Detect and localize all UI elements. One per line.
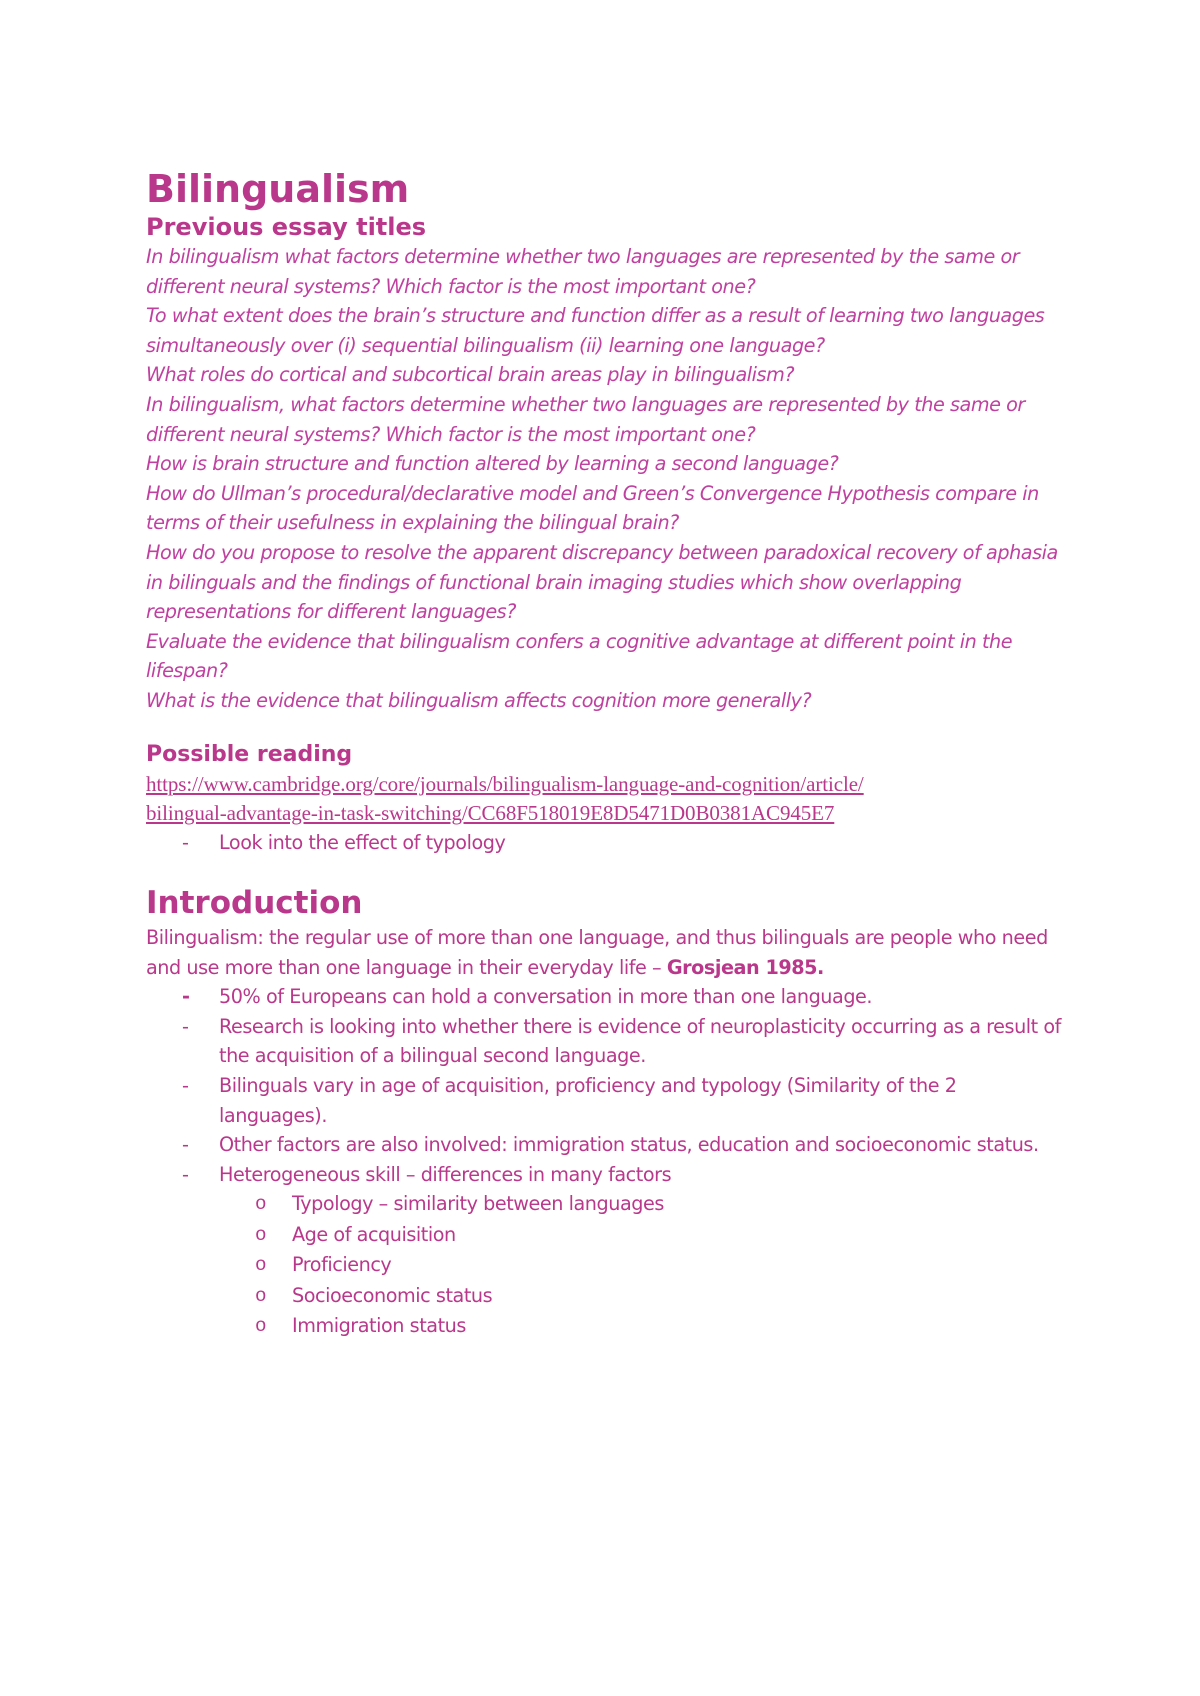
circle-bullet-icon: o [255,1315,267,1338]
sub-list-item [146,1189,1066,1219]
essay-title: What roles do cortical and subcortical brain areas play in bilingualism? [146,363,795,387]
dash-bullet-icon: - [182,985,190,1009]
essay-title: Evaluate the evidence that bilingualism confers a cognitive advantage at different point in the lifespan? [146,629,1013,683]
sub-list-item-text: Typology – similarity between languages [292,1192,664,1216]
possible-reading-heading: Possible reading [146,741,353,767]
dash-bullet-icon: - [182,1074,189,1098]
dash-bullet-icon: - [182,1014,189,1038]
list-item [146,1130,1066,1160]
previous-essays-heading: Previous essay titles [146,213,427,241]
essay-title: How do Ullman’s procedural/declarative model and Green’s Convergence Hypothesis compare in terms of their usefulness in explaining the bilingual brain? [146,481,1039,535]
dash-bullet-icon: - [182,1162,189,1186]
essay-titles-list [146,242,1066,716]
reading-link[interactable] [146,770,1066,828]
sub-list-item [146,1250,1066,1280]
reading-link-line-1: https://www.cambridge.org/core/journals/bilingualism-language-and-cognition/article/ [146,771,864,796]
list-item-text: Bilinguals vary in age of acquisition, proficiency and typology (Similarity of the 2 languages). [219,1074,957,1127]
circle-bullet-icon: o [255,1284,267,1307]
list-item [146,1071,1066,1130]
sub-list-item-text: Proficiency [292,1253,392,1277]
sub-list-item [146,1311,1066,1341]
definition-paragraph [146,923,1066,982]
sub-list-item-text: Immigration status [292,1314,466,1338]
list-item [146,982,1066,1012]
sub-list-item [146,1220,1066,1250]
essay-title: In bilingualism what factors determine whether two languages are represented by the same or different neural systems? Which factor is the most important one? [146,245,1020,298]
dash-bullet-icon: - [182,1133,189,1157]
sub-list-item [146,1281,1066,1311]
essay-title: What is the evidence that bilingualism affects cognition more generally? [146,688,812,712]
list-item [146,828,1066,858]
circle-bullet-icon: o [255,1223,267,1246]
essay-title: How do you propose to resolve the apparent discrepancy between paradoxical recovery of aphasia in bilinguals and the findings of functional brain imaging studies which show overlapping representations for different languages? [146,540,1058,624]
list-item [146,1012,1066,1071]
introduction-heading: Introduction [146,885,363,922]
document-title: Bilingualism [146,167,410,211]
list-item [146,1160,1066,1190]
essay-title: How is brain structure and function altered by learning a second language? [146,452,839,476]
sub-list-item-text: Age of acquisition [292,1222,456,1246]
reading-link-line-2: bilingual-advantage-in-task-switching/CC68F518019E8D5471D0B0381AC945E7 [146,800,835,825]
dash-bullet-icon: - [182,830,189,854]
sub-list-item-text: Socioeconomic status [292,1283,493,1307]
introduction-bullets [146,982,1066,1341]
circle-bullet-icon: o [255,1254,267,1277]
list-item-text: Research is looking into whether there is evidence of neuroplasticity occurring as a result of the acquisition of a bilingual second language. [219,1014,1061,1068]
citation: Grosjean 1985. [666,955,824,979]
essay-title: To what extent does the brain’s structure and function differ as a result of learning two languages simultaneously over (i) sequential bilingualism (ii) learning one language? [146,304,1045,357]
list-item-text: 50% of Europeans can hold a conversation in more than one language. [219,985,873,1009]
document-page [146,168,1066,1341]
circle-bullet-icon: o [255,1193,267,1216]
list-item-text: Look into the effect of typology [219,830,506,854]
essay-title: In bilingualism, what factors determine whether two languages are represented by the same or different neural systems? Which factor is the most important one? [146,392,1025,446]
list-item-text: Heterogeneous skill – differences in many factors [219,1162,672,1186]
definition-text: Bilingualism: the regular use of more than one language, and thus bilinguals are people who need and use more than one language in their everyday life – [146,926,1048,979]
list-item-text: Other factors are also involved: immigration status, education and socioeconomic status. [219,1133,1039,1157]
reading-notes-list [146,828,1066,858]
